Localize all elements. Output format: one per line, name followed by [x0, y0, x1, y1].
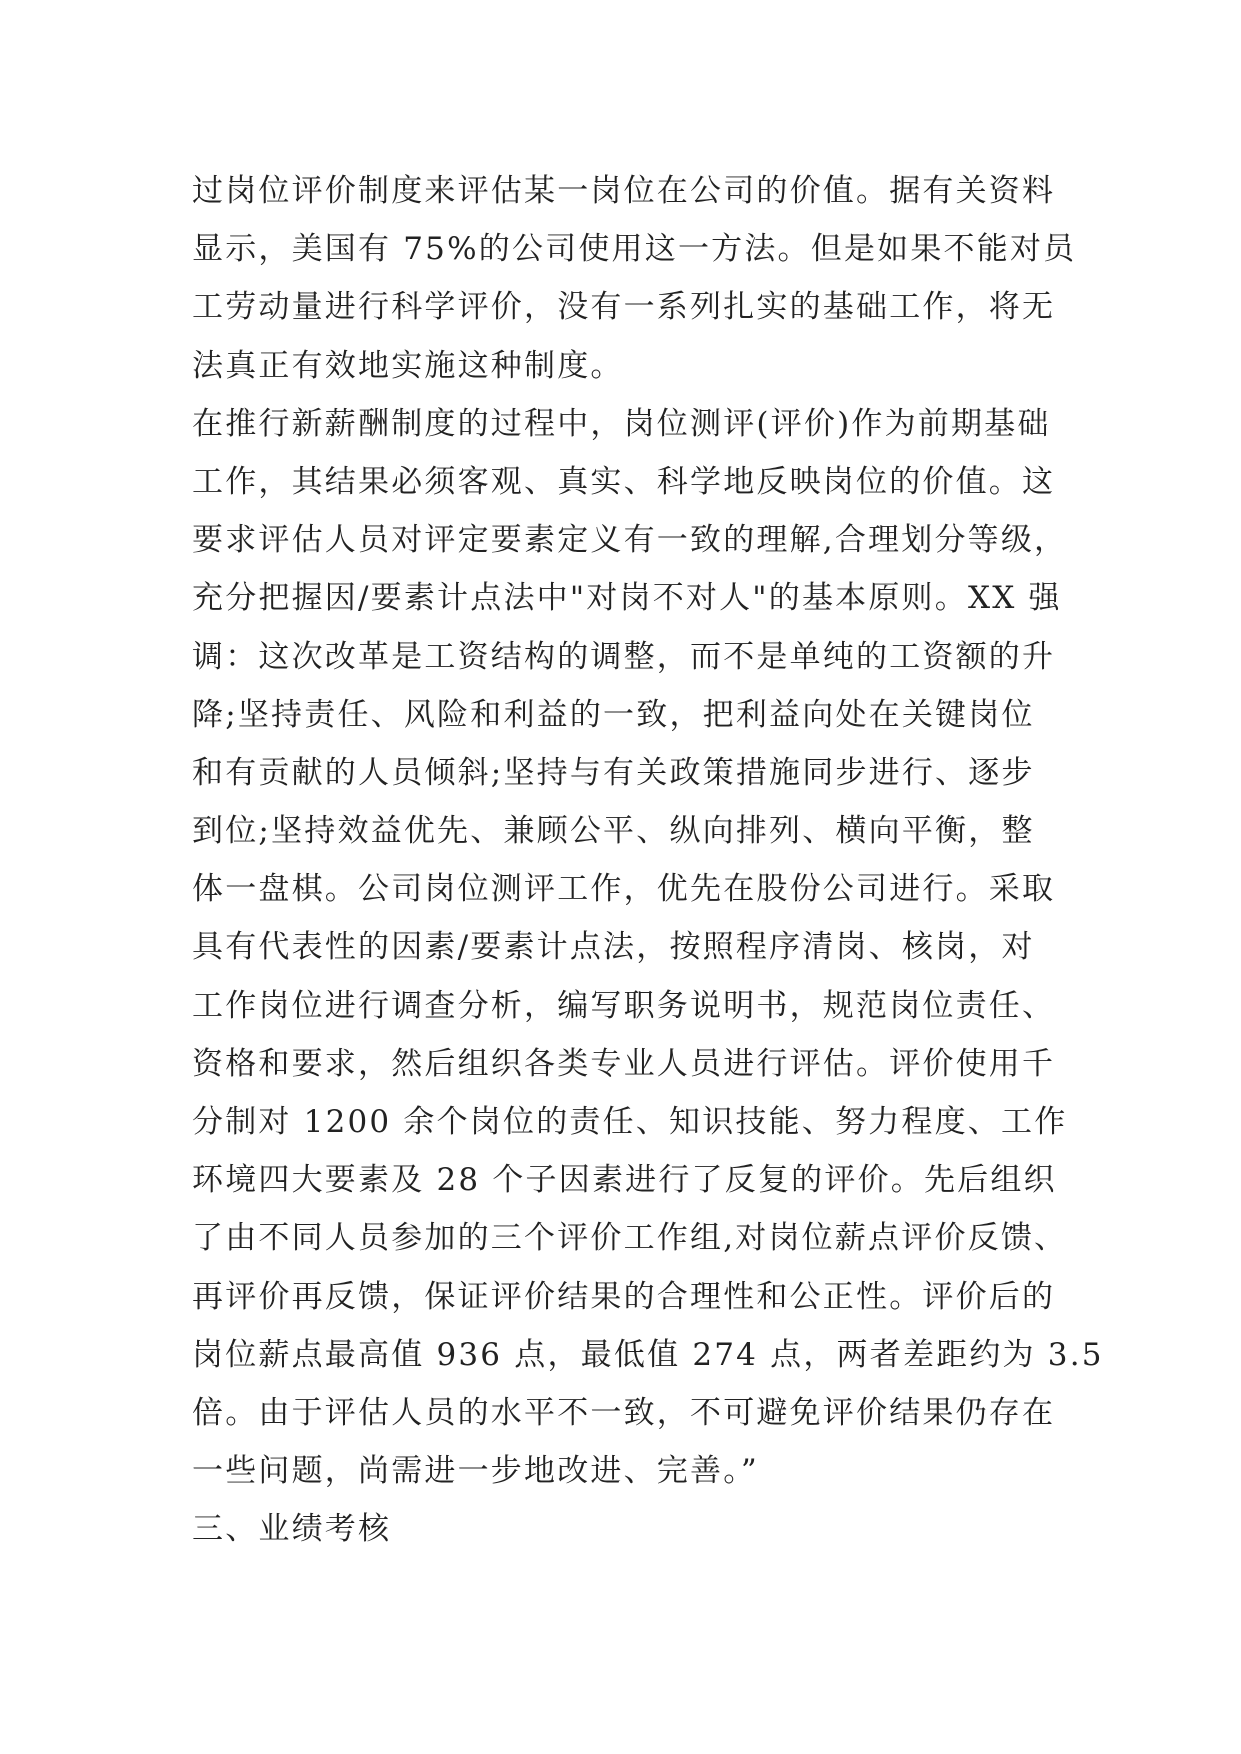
text-line: 环境四大要素及 28 个子因素进行了反复的评价。先后组织 — [192, 1162, 1057, 1199]
text-line: 岗位薪点最高值 936 点，最低值 274 点，两者差距约为 3.5 — [192, 1336, 1104, 1373]
text-line: 分制对 1200 余个岗位的责任、知识技能、努力程度、工作 — [192, 1104, 1068, 1140]
text-line: 工作，其结果必须客观、真实、科学地反映岗位的价值。这 — [192, 463, 1056, 500]
text-line: 资格和要求，然后组织各类专业人员进行评估。评价使用千 — [192, 1045, 1056, 1082]
text-line: 在推行新薪酬制度的过程中，岗位测评(评价)作为前期基础 — [192, 405, 1051, 442]
section-heading: 三、业绩考核 — [192, 1511, 392, 1548]
text-line: 显示，美国有 75%的公司使用这一方法。但是如果不能对员 — [192, 231, 1077, 268]
text-line: 工劳动量进行科学评价，没有一系列扎实的基础工作，将无 — [192, 289, 1056, 326]
text-line: 法真正有效地实施这种制度。 — [192, 347, 624, 384]
text-line: 调：这次改革是工资结构的调整，而不是单纯的工资额的升 — [192, 638, 1056, 675]
document-body — [192, 162, 1104, 1559]
text-line: 充分把握因/要素计点法中"对岗不对人"的基本原则。XX 强 — [192, 580, 1062, 617]
text-line: 到位;坚持效益优先、兼顾公平、纵向排列、横向平衡，整 — [192, 813, 1035, 850]
text-line: 和有贡献的人员倾斜;坚持与有关政策措施同步进行、逐步 — [192, 754, 1035, 791]
text-line: 过岗位评价制度来评估某一岗位在公司的价值。据有关资料 — [192, 173, 1056, 209]
text-line: 倍。由于评估人员的水平不一致，不可避免评价结果仍存在 — [192, 1394, 1056, 1431]
text-line: 再评价再反馈，保证评价结果的合理性和公正性。评价后的 — [192, 1278, 1056, 1315]
text-line: 了由不同人员参加的三个评价工作组,对岗位薪点评价反馈、 — [192, 1220, 1068, 1257]
text-line: 一些问题，尚需进一步地改进、完善。” — [192, 1453, 759, 1490]
text-line: 要求评估人员对评定要素定义有一致的理解,合理划分等级， — [192, 522, 1068, 559]
text-line: 工作岗位进行调查分析，编写职务说明书，规范岗位责任、 — [192, 987, 1056, 1024]
text-line: 降;坚持责任、风险和利益的一致，把利益向处在关键岗位 — [192, 696, 1035, 733]
text-line: 具有代表性的因素/要素计点法，按照程序清岗、核岗，对 — [192, 929, 1035, 966]
text-line: 体一盘棋。公司岗位测评工作，优先在股份公司进行。采取 — [192, 871, 1056, 908]
